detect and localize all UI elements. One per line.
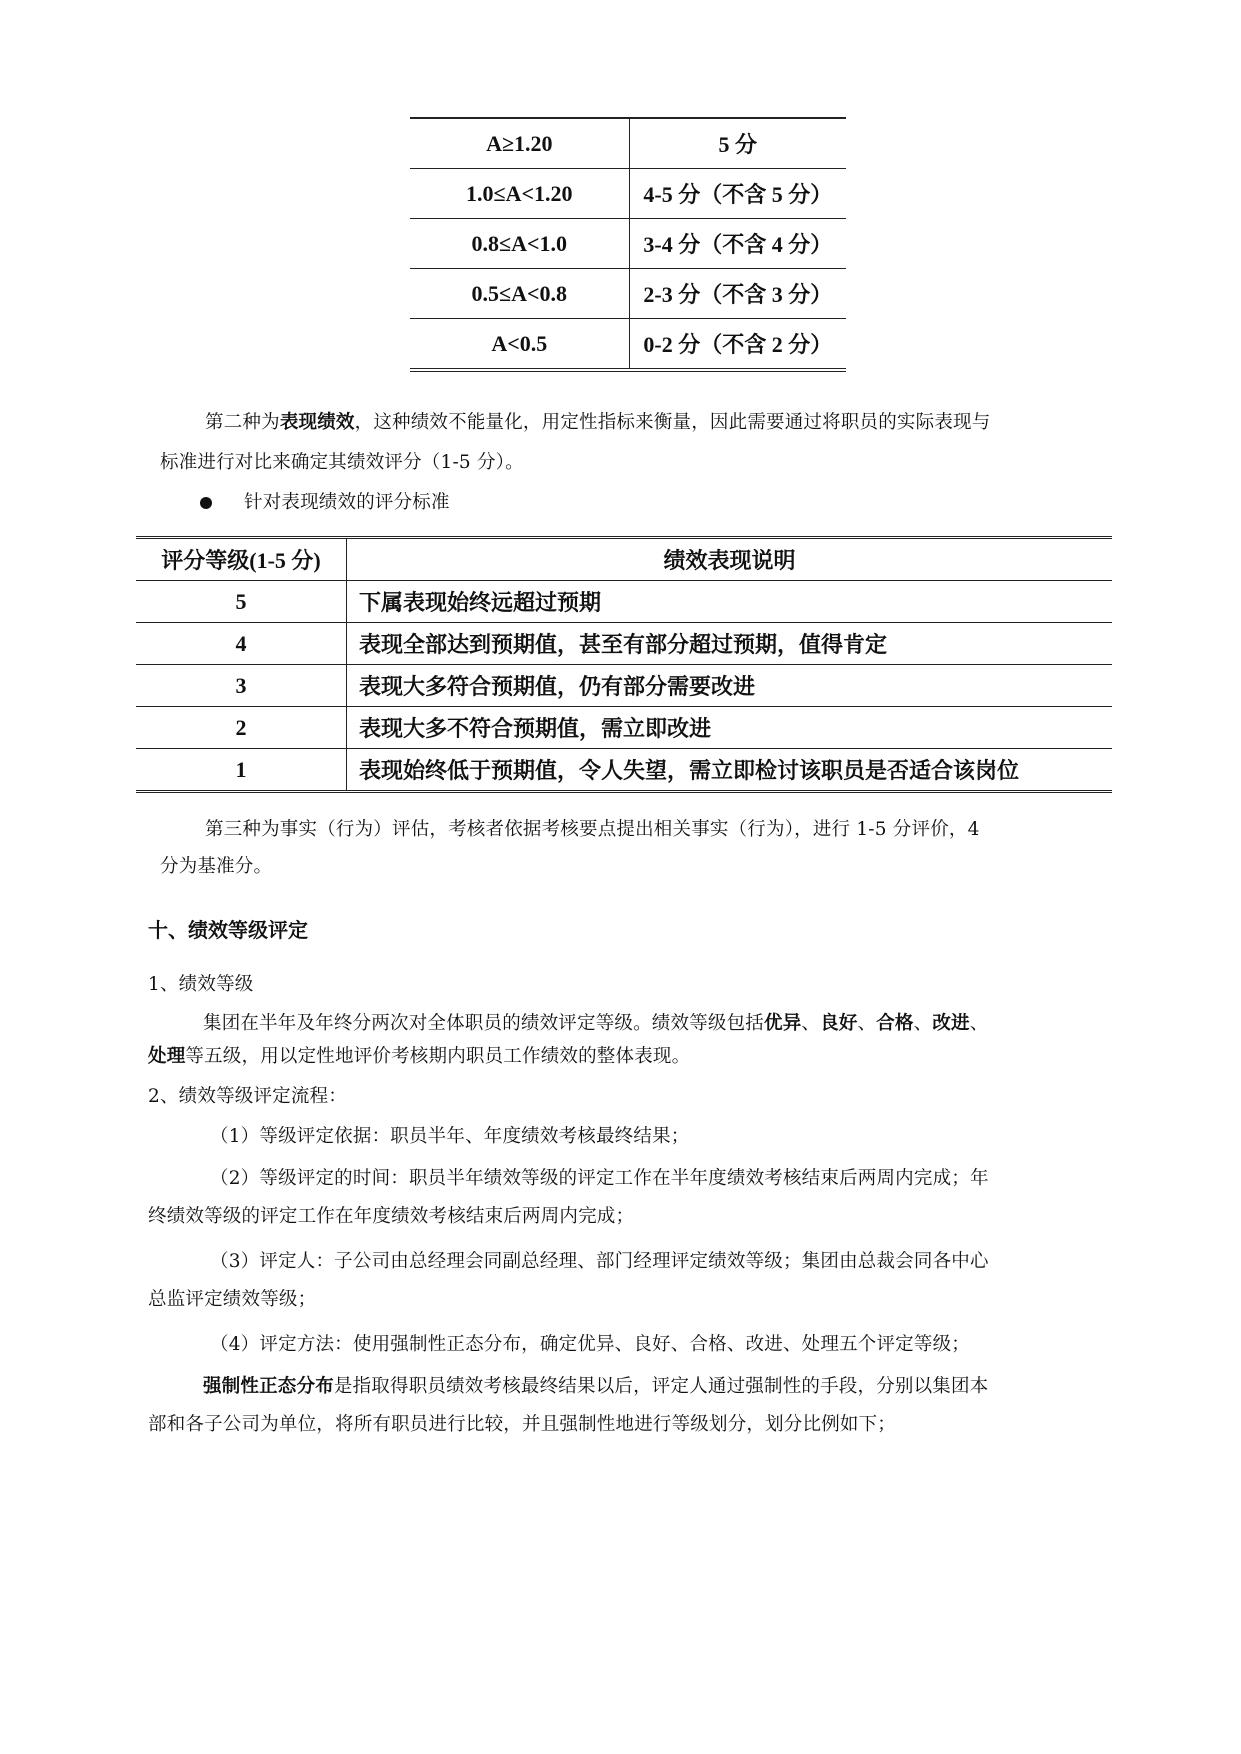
bold-term: 强制性正态分布 — [203, 1376, 334, 1397]
grade-term: 优异 — [764, 1013, 802, 1034]
second-type-paragraph-line2: 标准进行对比来确定其绩效评分（1-5 分）。 — [160, 452, 524, 473]
forced-distribution-paragraph — [148, 1367, 1118, 1407]
description-cell: 表现始终低于预期值，令人失望，需立即检讨该职员是否适合该岗位 — [347, 749, 1113, 792]
table-row — [410, 169, 846, 219]
grade-term: 改进 — [932, 1013, 970, 1034]
paragraph-text: 第二种为 — [205, 412, 280, 433]
paragraph-text: 集团在半年及年终分两次对全体职员的绩效评定等级。绩效等级包括 — [203, 1013, 765, 1034]
forced-distribution-paragraph-line2: 部和各子公司为单位，将所有职员进行比较，并且强制性地进行等级划分，划分比例如下； — [148, 1414, 897, 1435]
step-3-line2: 总监评定绩效等级； — [148, 1289, 317, 1310]
score-cell: 3-4 分（不含 4 分） — [629, 219, 846, 269]
item1-title: 1、绩效等级 — [148, 974, 254, 995]
level-cell: 4 — [136, 623, 347, 665]
range-cell: A≥1.20 — [410, 118, 629, 169]
grade-term: 良好 — [820, 1013, 858, 1034]
section-heading: 十、绩效等级评定 — [148, 918, 308, 942]
table-row — [136, 623, 1112, 665]
level-cell: 2 — [136, 707, 347, 749]
range-cell: 1.0≤A<1.20 — [410, 169, 629, 219]
paragraph-text: 等五级，用以定性地评价考核期内职员工作绩效的整体表现。 — [185, 1046, 691, 1067]
description-cell: 表现全部达到预期值，甚至有部分超过预期，值得肯定 — [347, 623, 1113, 665]
header-level: 评分等级(1-5 分) — [136, 538, 347, 581]
table-header-row — [136, 538, 1112, 581]
bullet-label: 针对表现绩效的评分标准 — [244, 492, 450, 513]
third-type-paragraph-line2: 分为基准分。 — [160, 856, 273, 877]
description-cell: 下属表现始终远超过预期 — [347, 581, 1113, 623]
third-type-paragraph: 第三种为事实（行为）评估，考核者依据考核要点提出相关事实（行为），进行 1-5 分评价，4 — [205, 819, 980, 840]
item2-title: 2、绩效等级评定流程： — [148, 1086, 347, 1107]
range-cell: 0.5≤A<0.8 — [410, 269, 629, 319]
score-cell: 5 分 — [629, 118, 846, 169]
table-row — [410, 219, 846, 269]
range-cell: 0.8≤A<1.0 — [410, 219, 629, 269]
table-row — [410, 319, 846, 371]
description-cell: 表现大多符合预期值，仍有部分需要改进 — [347, 665, 1113, 707]
step-3: （3）评定人：子公司由总经理会同副总经理、部门经理评定绩效等级；集团由总裁会同各中心 — [210, 1251, 989, 1272]
second-type-paragraph — [160, 403, 1120, 443]
performance-rating-table — [136, 536, 1112, 793]
separator: 、 — [969, 1013, 989, 1034]
level-cell: 5 — [136, 581, 347, 623]
table-row — [136, 749, 1112, 792]
grade-term: 合格 — [876, 1013, 914, 1034]
table-row — [136, 707, 1112, 749]
table-row — [136, 581, 1112, 623]
separator: 、 — [913, 1013, 933, 1034]
separator: 、 — [857, 1013, 877, 1034]
paragraph-text: ，这种绩效不能量化，用定性指标来衡量，因此需要通过将职员的实际表现与 — [354, 412, 991, 433]
score-cell: 2-3 分（不含 3 分） — [629, 269, 846, 319]
score-cell: 4-5 分（不含 5 分） — [629, 169, 846, 219]
bullet-icon — [200, 497, 212, 509]
step-2-line2: 终绩效等级的评定工作在年度绩效考核结束后两周内完成； — [148, 1206, 635, 1227]
table-row — [410, 118, 846, 169]
table-row — [410, 269, 846, 319]
score-range-table — [410, 117, 846, 372]
header-description: 绩效表现说明 — [347, 538, 1113, 581]
paragraph-text: 是指取得职员绩效考核最终结果以后，评定人通过强制性的手段，分别以集团本 — [333, 1376, 989, 1397]
separator: 、 — [801, 1013, 821, 1034]
description-cell: 表现大多不符合预期值，需立即改进 — [347, 707, 1113, 749]
level-cell: 3 — [136, 665, 347, 707]
level-cell: 1 — [136, 749, 347, 792]
bold-term: 表现绩效 — [279, 412, 355, 433]
step-4: （4）评定方法：使用强制性正态分布，确定优异、良好、合格、改进、处理五个评定等级； — [210, 1334, 970, 1355]
range-cell: A<0.5 — [410, 319, 629, 371]
step-1: （1）等级评定依据：职员半年、年度绩效考核最终结果； — [210, 1126, 690, 1147]
grade-term: 处理 — [148, 1046, 186, 1067]
table-row — [136, 665, 1112, 707]
item1-paragraph-line2 — [148, 1037, 1108, 1077]
step-2: （2）等级评定的时间：职员半年绩效等级的评定工作在半年度绩效考核结束后两周内完成；年 — [210, 1168, 989, 1189]
score-cell: 0-2 分（不含 2 分） — [629, 319, 846, 371]
